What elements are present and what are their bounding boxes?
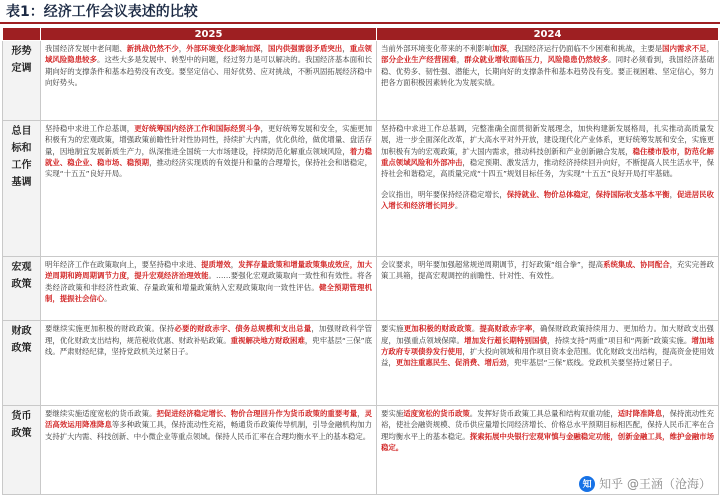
body-text: 要实施 [381,324,404,334]
title-bar [0,0,720,24]
highlighted-text: 更加积极的财政政策 [403,324,472,334]
body-text: ，兜牢基层“三保”底线。严肃财经纪律，坚持党政机关过紧日子。 [45,335,372,356]
highlighted-text: 着力稳就业、稳企业、稳市场、稳预期 [45,146,372,167]
body-text: 要继续实施更加积极的财政政策。保持 [45,324,175,334]
highlighted-text: 促进居民收入增长和经济增长同步 [381,189,714,211]
row-label-cell [3,41,41,121]
body-text: ，我国经济运行仍面临不少困难和挑战，主要是 [506,44,663,53]
body-text: 打好政策“组合拳” [521,259,581,269]
cell-2025 [41,41,377,121]
row-label-cell [3,321,41,406]
cell-paragraph [45,408,372,442]
highlighted-text: 更加注重惠民生、促消费、增后劲 [395,358,507,368]
body-text: ，加强财政科学管理，优化财政支出结构，规范税收优惠、财政补贴政策。 [45,324,372,345]
cell-paragraph [45,323,372,357]
table-row [3,120,719,256]
highlighted-text: 国内需求不足 [662,44,707,53]
body-text: ， [357,409,365,418]
cell-paragraph [45,259,372,305]
comparison-table [2,27,719,495]
row-label-cell [3,120,41,256]
cell-2025 [41,406,377,495]
highlighted-text: 适时降准降息 [617,409,663,418]
highlighted-text: 更好统筹国内经济工作和国际经贸斗争 [134,123,261,133]
highlighted-text: 灵活高效运用降准降息 [45,409,372,430]
body-text: ， [178,44,187,53]
header-2025: 2025 [41,28,377,41]
highlighted-text: 群众就业增收面临压力，风险隐患仍然较多 [464,55,609,65]
table-row [3,256,719,320]
highlighted-text: 国内供强需弱矛盾突出 [267,44,343,53]
highlighted-text: 探索拓展中央银行宏观审慎与金融稳定功能，创新金融工具，维护金融市场稳定。 [381,431,714,453]
body-text: ，稳定预期、激发活力，推动经济持续回升向好，不断提高人民生活水平，保持社会和谐稳定，高质量完成“十四五”规划目标任务，为实现“十五五”良好开局打牢基础。 [381,157,714,179]
cell-paragraph [381,408,714,454]
cell-paragraph [381,323,714,369]
row-label: 财政政策 [11,326,32,355]
body-text: ， [230,259,239,269]
table-header-row [3,28,719,41]
body-text: ，保持流动性充裕，使社会融资规模、货币供应量增长同经济增长、价格总水平预期目标相匹配，保持人民币汇率在合理均衡水平上的基本稳定。 [381,409,714,441]
body-text: 要实施 [381,409,404,418]
cell-2025 [41,120,377,256]
highlighted-text: 提质增效 [201,259,231,269]
highlighted-text: 把促进经济稳定增长、物价合理回升作为货币政策的重要考量 [156,409,358,418]
highlighted-text: 适度宽松的货币政策 [403,409,470,418]
body-text: 。 [471,324,480,334]
cell-2024 [377,120,719,256]
highlighted-text: 重视解决地方财政困难 [230,335,305,345]
body-text: ， [342,44,350,53]
highlighted-text: 保持国际收支基本平衡 [595,189,670,199]
cell-paragraph [45,123,372,180]
body-text: 等多种政策工具，保持流动性充裕，畅通货币政策传导机制，引导金融机构加力支持扩大内需、科技创新、中小微企业等重点领域。保持人民币汇率在合理均衡水平上的基本稳定。 [45,420,372,441]
body-text: 要继续实施适度宽松的货币政策。 [45,409,157,418]
body-text: ，提高 [580,259,604,269]
body-text: ， [706,44,714,53]
page-title: 表1：经济工作会议表述的比较 [6,4,198,20]
row-label: 货币政策 [11,411,32,439]
highlighted-text: 发挥存量政策和增量政策集成效应，加大逆周期和跨周期调节力度，提升宏观经济治理效能 [45,259,372,281]
row-label: 总目标和工作基调 [11,125,32,188]
body-text: 。发挥好货币政策工具总量和结构双重功能， [469,409,618,418]
highlighted-text: 健全预期管理机制，提振社会信心 [45,282,372,303]
highlighted-text: 系统集成、协同配合 [603,259,670,269]
body-text: 。……要强化宏观政策取向一致性和有效性。将各类经济政策和非经济性政策、存量政策和增量政策纳入宏观政策取向一致性评估。 [45,271,372,292]
body-text: 。这些大多是发展中、转型中的问题，经过努力是可以解决的。我国经济基本面和长期向好的支撑条件和基本趋势没有改变。要坚定信心、用好优势、应对挑战，不断巩固拓展经济稳中向好势头。 [45,55,372,88]
highlighted-text: 部分企业生产经营困难 [381,55,457,65]
body-text: ，更好统筹发展和安全，实施更加积极有为的宏观政策，增强政策前瞻性针对性协同性，持续扩大内需，优化供给，做优增量、盘活存量，因地制宜发展新质生产力，纵深推进全国统一大市场建设，持续防范化解重点领域风险， [45,123,372,156]
cell-paragraph [381,43,714,89]
cell-paragraph [381,189,714,212]
cell-2024 [377,321,719,406]
body-text: 坚持稳中求进工作总基调，完整准确全面贯彻新发展理念，加快构建新发展格局，扎实推动高质量发展，进一步全面深化改革，扩大高水平对外开放，建设现代化产业体系，更好统筹发展和安全，实施更加积极有为的宏观政策，扩大国内需求，推动科技创新和产业创新融合发展， [381,123,714,156]
body-text: ，充实完善政策工具箱，提高宏观调控的前瞻性、针对性、有效性。 [381,259,714,281]
body-text: ，扩大投向领域和用作项目资本金范围。优化财政支出结构，提高资金使用效益， [381,346,714,368]
body-text: ， [260,44,268,53]
body-text: ，确保财政政策持续用力、更加给力。加大财政支出强度，加强重点领域保障。 [381,324,714,345]
body-text: ， [456,55,465,65]
highlighted-text: 加深 [491,44,507,53]
body-text: 我国经济发展中老问题、 [45,44,127,53]
header-label-cell [3,28,41,41]
highlighted-text: 增加发行超长期特别国债 [464,335,548,345]
cell-paragraph [381,123,714,180]
watermark-text: 知乎 @王涵（沧海） [599,477,711,491]
highlighted-text: 重点领域风险隐患较多 [45,44,372,65]
body-text: 。 [454,201,463,211]
body-text: 会议要求，明年要加强超常规逆周期调节， [381,259,522,269]
body-text: ， [588,189,596,199]
watermark [576,474,714,493]
body-text: ，兜牢基层“三保”底线。党政机关要坚持过紧日子。 [506,358,677,368]
row-label: 宏观政策 [11,261,32,290]
highlighted-text: 外部环境变化影响加深 [186,44,261,53]
row-label-cell [3,256,41,320]
body-text: ，持续支持“两重”项目和“两新”政策实施。 [547,335,692,345]
header-2024: 2024 [377,28,719,41]
zhihu-logo-icon: 知 [579,476,595,492]
cell-paragraph [45,43,372,89]
highlighted-text: 稳住楼市股市，防范化解重点领域风险和外部冲击 [381,146,714,167]
cell-paragraph [381,259,714,282]
body-text: ，推动经济实现质的有效提升和量的合理增长，保持社会和谐稳定，实现“十五五”良好开局。 [45,157,372,179]
row-label: 形势定调 [11,46,32,74]
body-text: ， [669,189,677,199]
body-text: 坚持稳中求进工作总基调， [45,123,135,133]
highlighted-text: 必要的财政赤字、债务总规模和支出总量 [174,324,312,334]
highlighted-text: 提高财政赤字率 [479,324,533,334]
body-text: 当前外部环境变化带来的不利影响 [381,44,492,53]
cell-2025 [41,321,377,406]
body-text: 。同时必须看到，我国经济基础稳、优势多、韧性强、潜能大，长期向好的支撑条件和基本趋势没有变。要正视困难、坚定信心，努力把各方面积极因素转化为发展实绩。 [381,55,714,88]
body-text: 。 [104,293,112,303]
highlighted-text: 增加地方政府专项债券发行使用 [381,335,714,356]
row-label-cell [3,406,41,495]
table-row [3,41,719,121]
body-text: 会议指出，明年要保持经济稳定增长， [381,189,507,199]
cell-2024 [377,256,719,320]
body-text: 明年经济工作在政策取向上，要坚持稳中求进、 [45,259,202,269]
cell-2024 [377,41,719,121]
table-row [3,321,719,406]
highlighted-text: 保持就业、物价总体稳定 [506,189,589,199]
highlighted-text: 新挑战仍然不少 [126,44,179,53]
cell-2025 [41,256,377,320]
